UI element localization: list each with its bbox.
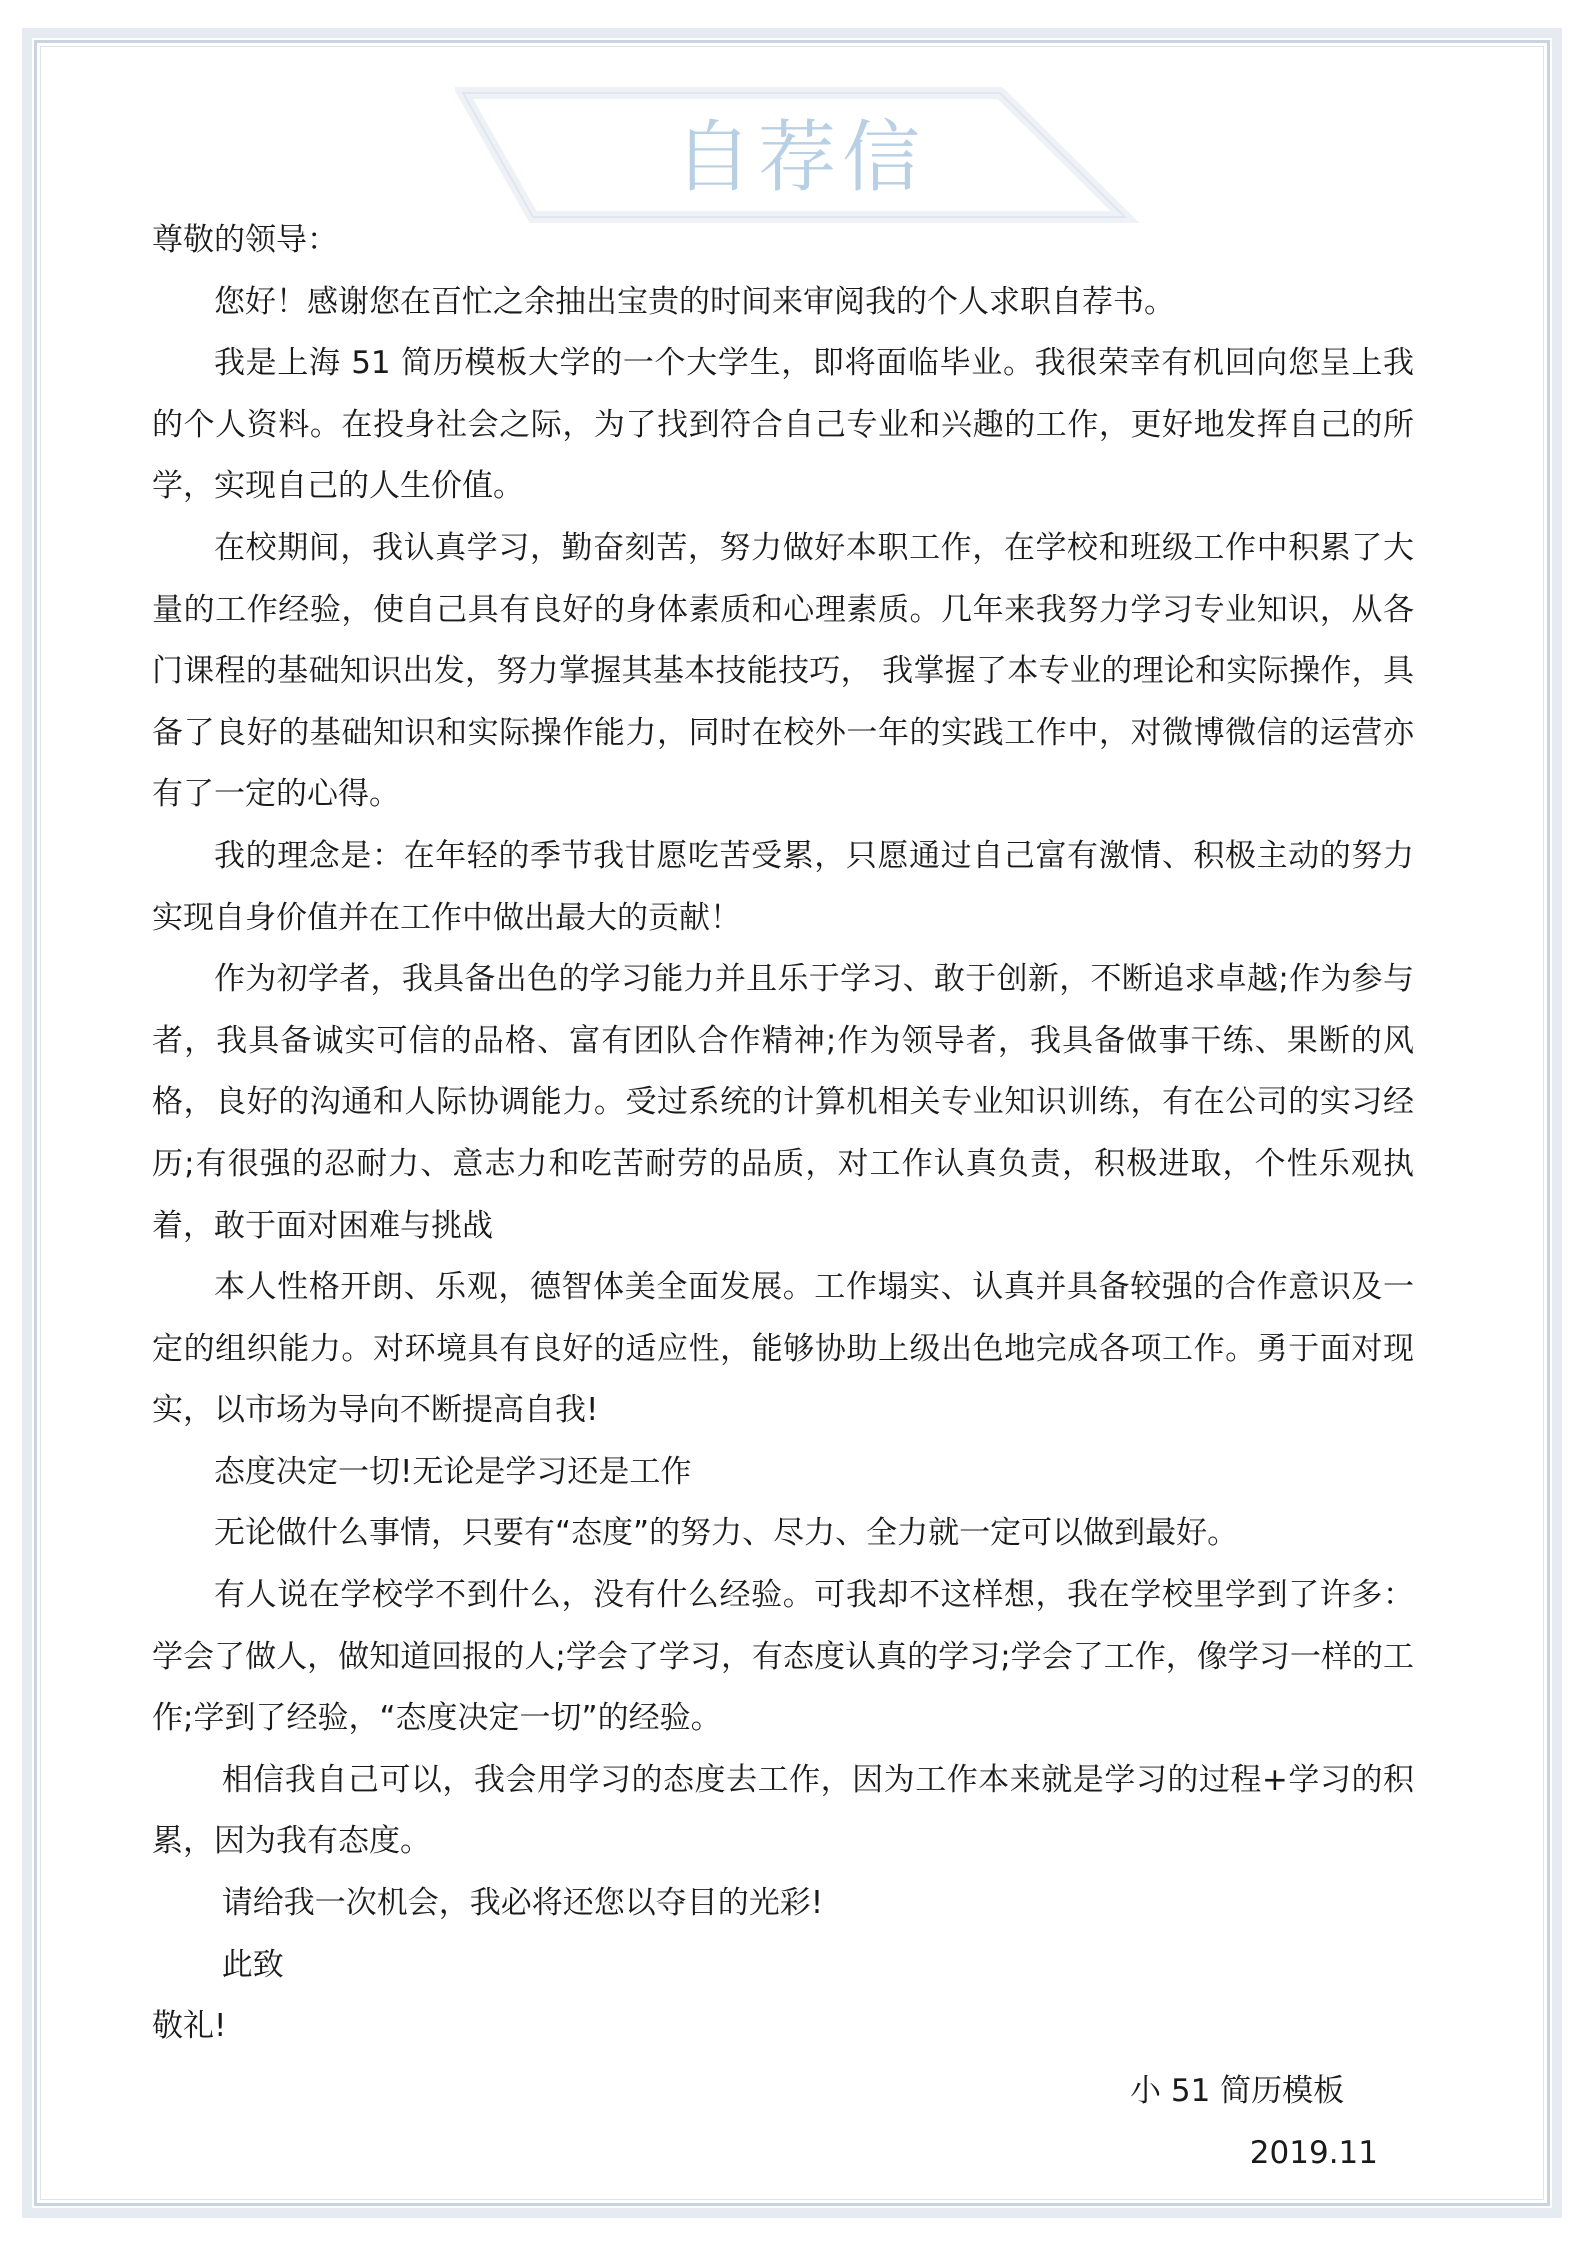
letter-paragraph: 相信我自己可以，我会用学习的态度去工作，因为工作本来就是学习的过程+学习的积累，因为我有态度。 (152, 1761, 1414, 1860)
greeting: 尊敬的领导： (152, 222, 338, 258)
letter-paragraph: 我的理念是：在年轻的季节我甘愿吃苦受累，只愿通过自己富有激情、积极主动的努力实现自身价值并在工作中做出最大的贡献！ (152, 837, 1414, 936)
letter-paragraph: 本人性格开朗、乐观，德智体美全面发展。工作塌实、认真并具备较强的合作意识及一定的组织能力。对环境具有良好的适应性，能够协助上级出色地完成各项工作。勇于面对现实，以市场为导向不断提高自我! (152, 1269, 1414, 1429)
letter-paragraph: 有人说在学校学不到什么，没有什么经验。可我却不这样想，我在学校里学到了许多：学会了做人，做知道回报的人;学会了学习，有态度认真的学习;学会了工作，像学习一样的工作;学到了经验，“态度决定一切”的经验。 (152, 1577, 1414, 1737)
letter-paragraph: 请给我一次机会，我必将还您以夺目的光彩! (221, 1885, 824, 1922)
title-banner (455, 85, 1145, 225)
letter-paragraph: 您好！感谢您在百忙之余抽出宝贵的时间来审阅我的个人求职自荐书。 (214, 283, 1175, 320)
page-title: 自荐信 (673, 113, 926, 203)
letter-paragraph: 态度决定一切!无论是学习还是工作 (214, 1453, 692, 1490)
letter-paragraph: 作为初学者，我具备出色的学习能力并且乐于学习、敢于创新，不断追求卓越;作为参与者，我具备诚实可信的品格、富有团队合作精神;作为领导者，我具备做事干练、果断的风格，良好的沟通和人际协调能力。受过系统的计算机相关专业知识训练，有在公司的实习经历;有很强的忍耐力、意志力和吃苦耐劳的品质，对工作认真负责，积极进取，个性乐观执着，敢于面对困难与挑战 (152, 961, 1414, 1244)
letter-paragraph: 在校期间，我认真学习，勤奋刻苦，努力做好本职工作，在学校和班级工作中积累了大量的工作经验，使自己具有良好的身体素质和心理素质。几年来我努力学习专业知识，从各门课程的基础知识出发，努力掌握其基本技能技巧， 我掌握了本专业的理论和实际操作，具备了良好的基础知识和实际操作能力，同时在校外一年的实践工作中，对微博微信的运营亦有了一定的心得。 (152, 529, 1414, 813)
letter-body (152, 210, 1414, 2058)
letter-paragraph: 我是上海 51 简历模板大学的一个大学生，即将面临毕业。我很荣幸有机回向您呈上我的个人资料。在投身社会之际，为了找到符合自己专业和兴趣的工作，更好地发挥自己的所学，实现自己的人生价值。 (152, 345, 1414, 505)
letter-paragraph: 无论做什么事情，只要有“态度”的努力、尽力、全力就一定可以做到最好。 (214, 1515, 1239, 1552)
signature-name: 小 51 简历模板 (1130, 2073, 1345, 2109)
closing-salutation: 此致 (221, 1946, 284, 1983)
signature-block (1130, 2060, 1390, 2184)
signature-date: 2019.11 (1249, 2135, 1378, 2171)
closing-regards: 敬礼! (152, 2008, 227, 2045)
